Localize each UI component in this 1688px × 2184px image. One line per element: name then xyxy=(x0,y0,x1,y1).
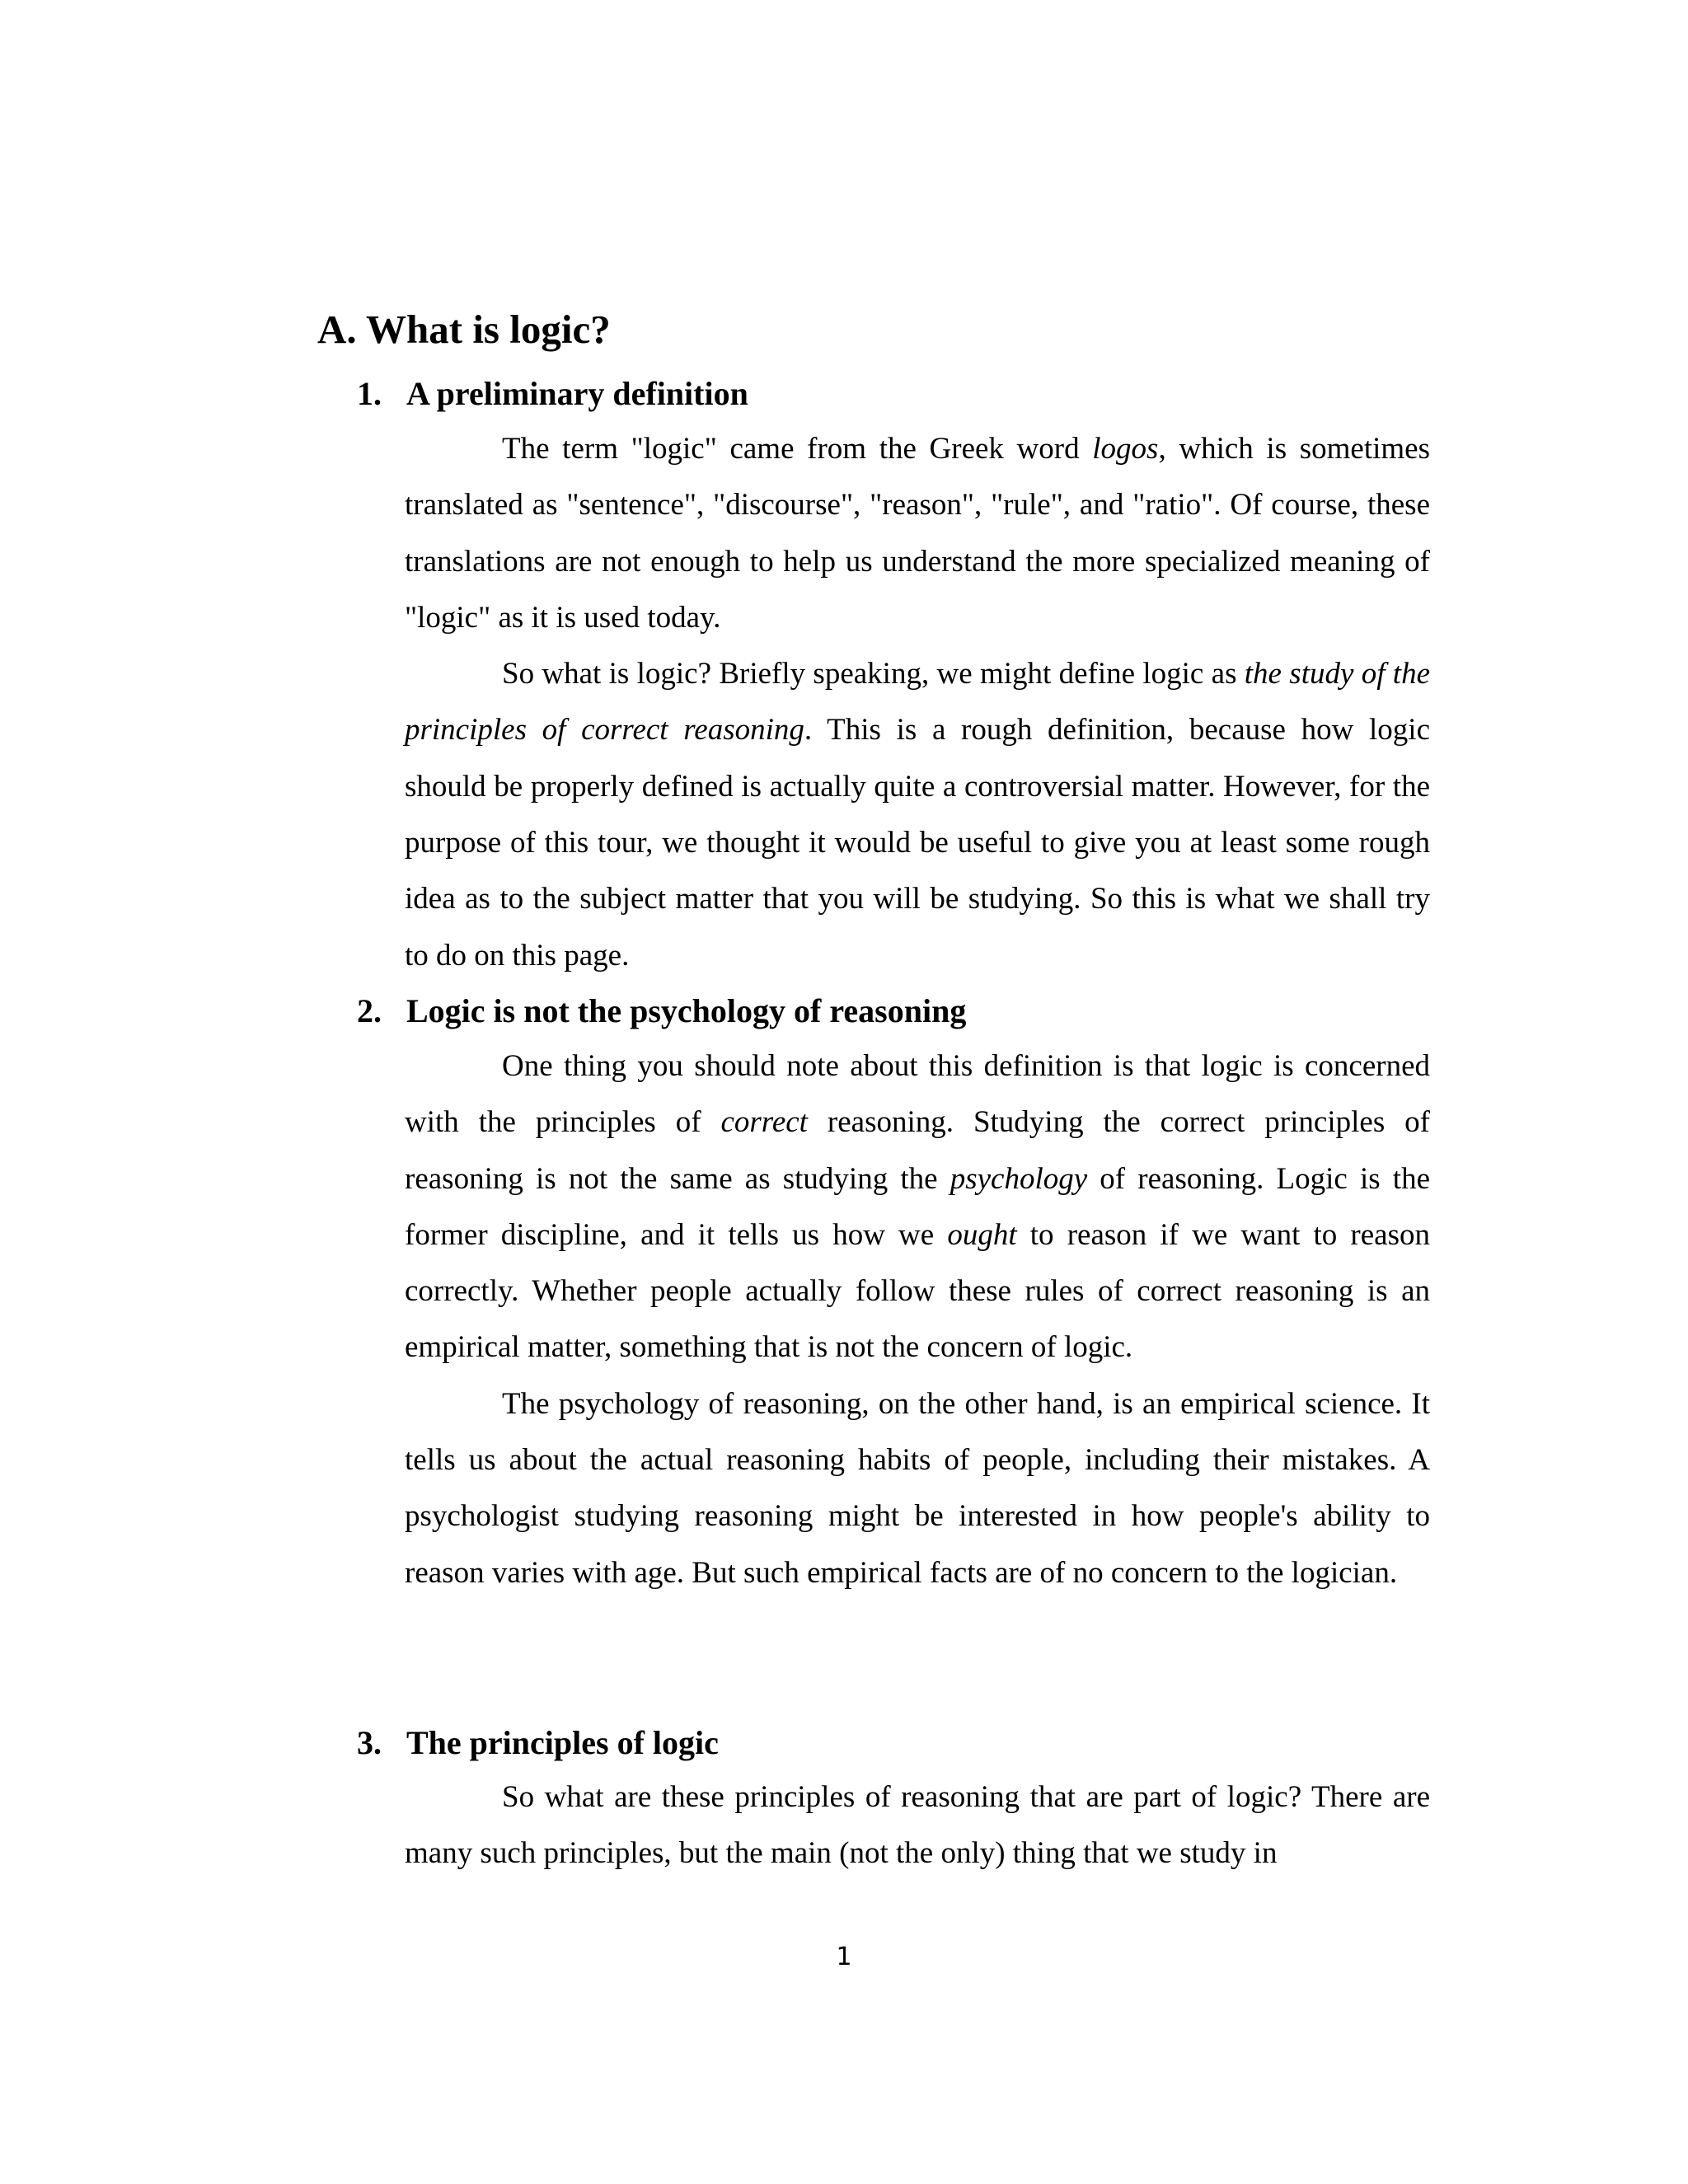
section-heading-1 xyxy=(357,373,748,415)
text-run: . This is a rough definition, because how logic should be properly defined is actually quite a controversial matter. However, for the purpose of this tour, we thought it would be useful to give you at least some rough idea as to the subject matter that you will be studying. So this is what we shall try to do on this page. xyxy=(405,713,1430,972)
italic-text: ought xyxy=(947,1217,1017,1252)
text-run: reasoning. Studying the correct principles of reasoning is not the same as studying the xyxy=(405,1105,1430,1196)
text-run: The psychology of reasoning, on the other hand, is an empirical science. It tells us about the actual reasoning habits of people, including their mistakes. A psychologist studying reasoning might be interested in how people's ability to reason varies with age. But such empirical facts are of no concern to the logician. xyxy=(405,1386,1430,1590)
section-body-1 xyxy=(405,421,1430,984)
page-number: 1 xyxy=(836,1943,852,1971)
section-body-3 xyxy=(405,1769,1430,1882)
text-run: , which is sometimes translated as "sentence", "discourse", "reason", "rule", and "ratio". Of course, these translations are not enough to help us understand the more specialized meaning of "logic" as it is used today. xyxy=(405,432,1430,635)
italic-text: the study of the principles of correct reasoning xyxy=(405,657,1430,748)
section-number: 1. xyxy=(357,375,382,412)
italic-text: correct xyxy=(720,1105,808,1140)
italic-text: psychology xyxy=(950,1161,1088,1196)
section-body-2 xyxy=(405,1038,1430,1601)
section-heading-3 xyxy=(357,1722,719,1764)
text-run: to reason if we want to reason correctly. Whether people actually follow these rules of correct reasoning is an empirical matter, something that is not the concern of logic. xyxy=(405,1217,1430,1365)
section-title: Logic is not the psychology of reasoning xyxy=(406,992,967,1029)
paragraph xyxy=(405,421,1430,646)
section-title: A preliminary definition xyxy=(406,375,748,412)
text-run: of reasoning. Logic is the former discipline, and it tells us how we xyxy=(405,1161,1430,1252)
text-run: So what are these principles of reasoning that are part of logic? There are many such principles, but the main (not the only) thing that we study in xyxy=(405,1780,1430,1871)
text-run: So what is logic? Briefly speaking, we might define logic as xyxy=(502,657,1245,691)
section-number: 2. xyxy=(357,992,382,1029)
text-run: One thing you should note about this definition is that logic is concerned with the principles of xyxy=(405,1049,1430,1140)
italic-text: logos xyxy=(1092,432,1159,466)
paragraph xyxy=(405,646,1430,984)
section-number: 3. xyxy=(357,1724,382,1761)
page-heading: A. What is logic? xyxy=(317,307,611,352)
text-run: The term "logic" came from the Greek word xyxy=(502,432,1093,466)
paragraph xyxy=(405,1769,1430,1882)
paragraph xyxy=(405,1376,1430,1601)
section-heading-2 xyxy=(357,991,966,1032)
section-title: The principles of logic xyxy=(406,1724,719,1761)
paragraph xyxy=(405,1038,1430,1376)
